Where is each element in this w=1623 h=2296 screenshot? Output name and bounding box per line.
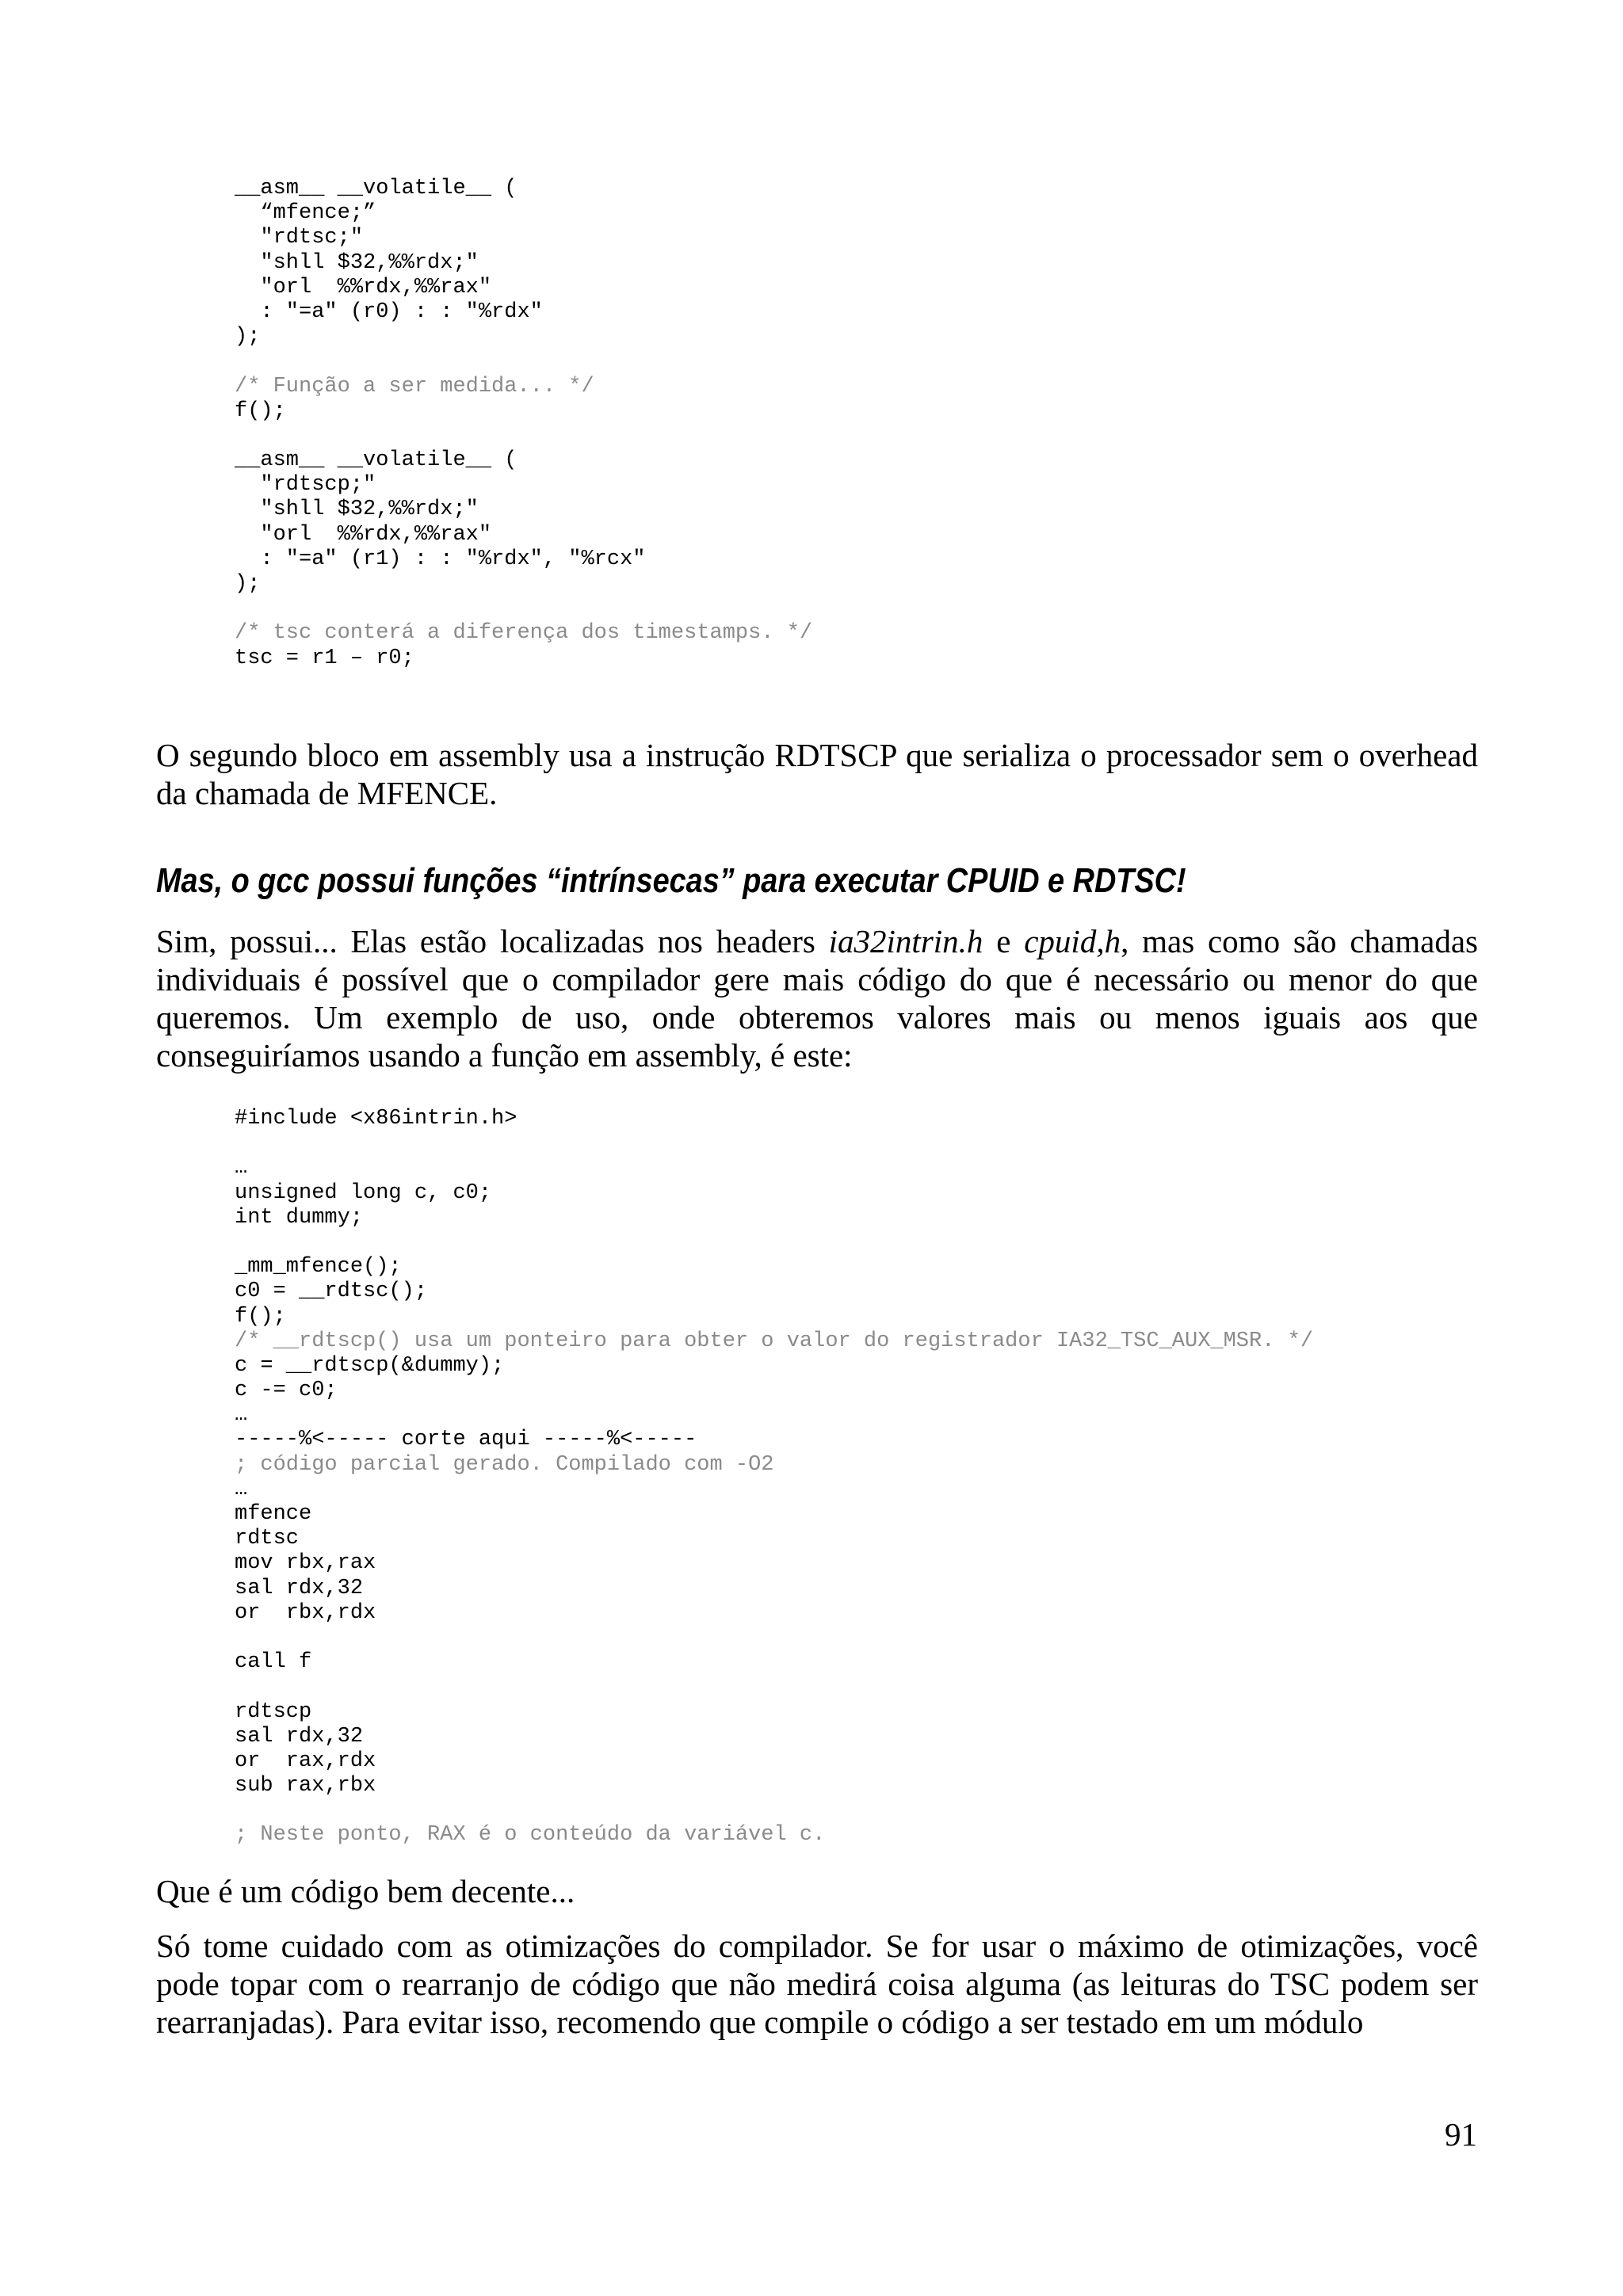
code-2-line: sal rdx,32 <box>235 1724 364 1749</box>
code-2-line: c = __rdtscp(&dummy); <box>235 1353 505 1378</box>
code-2-line <box>235 1230 1313 1255</box>
code-2-line <box>235 1798 1313 1823</box>
code-2-line: #include <x86intrin.h> <box>235 1107 517 1131</box>
code-1-line <box>235 597 812 621</box>
code-1-line: “mfence;” <box>235 201 376 226</box>
code-2-line <box>235 1131 1313 1156</box>
paragraph-intrinsics-part1: Sim, possui... Elas estão localizadas nos headers <box>156 923 829 959</box>
code-1-line: "rdtsc;" <box>235 226 364 250</box>
header-file-cpuid: cpuid,h <box>1024 923 1121 959</box>
paragraph-decent-code: Que é um código bem decente... <box>156 1873 575 1909</box>
code-2-line: unsigned long c, c0; <box>235 1180 492 1205</box>
code-2-line: … <box>235 1403 248 1428</box>
page-number: 91 <box>1445 2116 1477 2153</box>
code-1-line: "shll $32,%%rdx;" <box>235 250 479 275</box>
code-2-line: call f <box>235 1650 312 1675</box>
code-2-line: sal rdx,32 <box>235 1576 364 1600</box>
code-1-line: ); <box>235 572 261 596</box>
code-2-line: rdtscp <box>235 1699 312 1724</box>
code-2-line: or rbx,rdx <box>235 1600 376 1625</box>
code-2-line: … <box>235 1477 248 1501</box>
code-1-line <box>235 349 812 374</box>
code-1-line: : "=a" (r0) : : "%rdx" <box>235 299 543 324</box>
paragraph-rdtscp: O segundo bloco em assembly usa a instrução RDTSCP que serializa o processador sem o overhead da chamada de MFENCE. <box>156 737 1478 811</box>
code-2-line: _mm_mfence(); <box>235 1255 402 1280</box>
code-2-line: c -= c0; <box>235 1379 338 1403</box>
code-2-comment-line: ; código parcial gerado. Compilado com -O2 <box>235 1452 774 1477</box>
code-2-line: mfence <box>235 1502 312 1526</box>
code-2-line: … <box>235 1156 248 1180</box>
code-1-line: "orl %%rdx,%%rax" <box>235 522 492 547</box>
header-file-ia32intrin: ia32intrin.h <box>828 923 983 959</box>
code-1-line: "orl %%rdx,%%rax" <box>235 275 492 299</box>
paragraph-intrinsics-part2: e <box>983 923 1025 959</box>
code-2-line: or rax,rdx <box>235 1749 376 1773</box>
code-1-line: "shll $32,%%rdx;" <box>235 498 479 522</box>
code-1-line: tsc = r1 – r0; <box>235 646 414 670</box>
code-1-line: "rdtscp;" <box>235 473 376 498</box>
code-block-intrinsics-example <box>235 1107 1313 1848</box>
code-2-comment-line: ; Neste ponto, RAX é o conteúdo da variável c. <box>235 1823 826 1848</box>
code-2-comment-line: /* __rdtscp() usa um ponteiro para obter o valor do registrador IA32_TSC_AUX_MSR. */ <box>235 1329 1314 1353</box>
code-2-line <box>235 1626 1313 1650</box>
code-2-line: mov rbx,rax <box>235 1551 376 1576</box>
section-heading: Mas, o gcc possui funções “intrínsecas” para executar CPUID e RDTSC! <box>156 861 1186 900</box>
code-1-comment-line: /* tsc conterá a diferença dos timestamps. */ <box>235 621 813 646</box>
code-1-comment-line: /* Função a ser medida... */ <box>235 374 594 399</box>
paragraph-intrinsics <box>156 922 1478 1074</box>
code-2-line: sub rax,rbx <box>235 1774 376 1798</box>
paragraph-compiler-optimizations: Só tome cuidado com as otimizações do compilador. Se for usar o máximo de otimizações, você pode topar com o rearranjo de código que não medirá coisa alguma (as leituras do TSC podem ser rearranjadas). Para evitar isso, recomendo que compile o código a ser testado em um módulo <box>156 1928 1478 2040</box>
code-1-line: __asm__ __volatile__ ( <box>235 448 517 473</box>
paragraph-intrinsics-part3: , mas como são chamadas individuais é possível que o compilador gere mais código do que é necessário ou menor do que queremos. Um exemplo de uso, onde obteremos valores mais ou menos iguais aos que conseguiríamos usando a função em assembly, é este: <box>156 923 1478 1074</box>
code-2-line: -----%<----- corte aqui -----%<----- <box>235 1428 697 1452</box>
code-1-line: f(); <box>235 399 286 423</box>
code-2-line <box>235 1675 1313 1699</box>
code-1-line: ); <box>235 325 261 349</box>
code-2-line: rdtsc <box>235 1527 300 1551</box>
code-block-asm-rdtsc <box>235 177 812 671</box>
code-1-line <box>235 424 812 448</box>
code-2-line: int dummy; <box>235 1205 364 1230</box>
code-2-line: c0 = __rdtsc(); <box>235 1280 428 1304</box>
code-2-line: f(); <box>235 1304 286 1329</box>
code-1-line: : "=a" (r1) : : "%rdx", "%rcx" <box>235 547 646 571</box>
code-1-line: __asm__ __volatile__ ( <box>235 177 517 200</box>
